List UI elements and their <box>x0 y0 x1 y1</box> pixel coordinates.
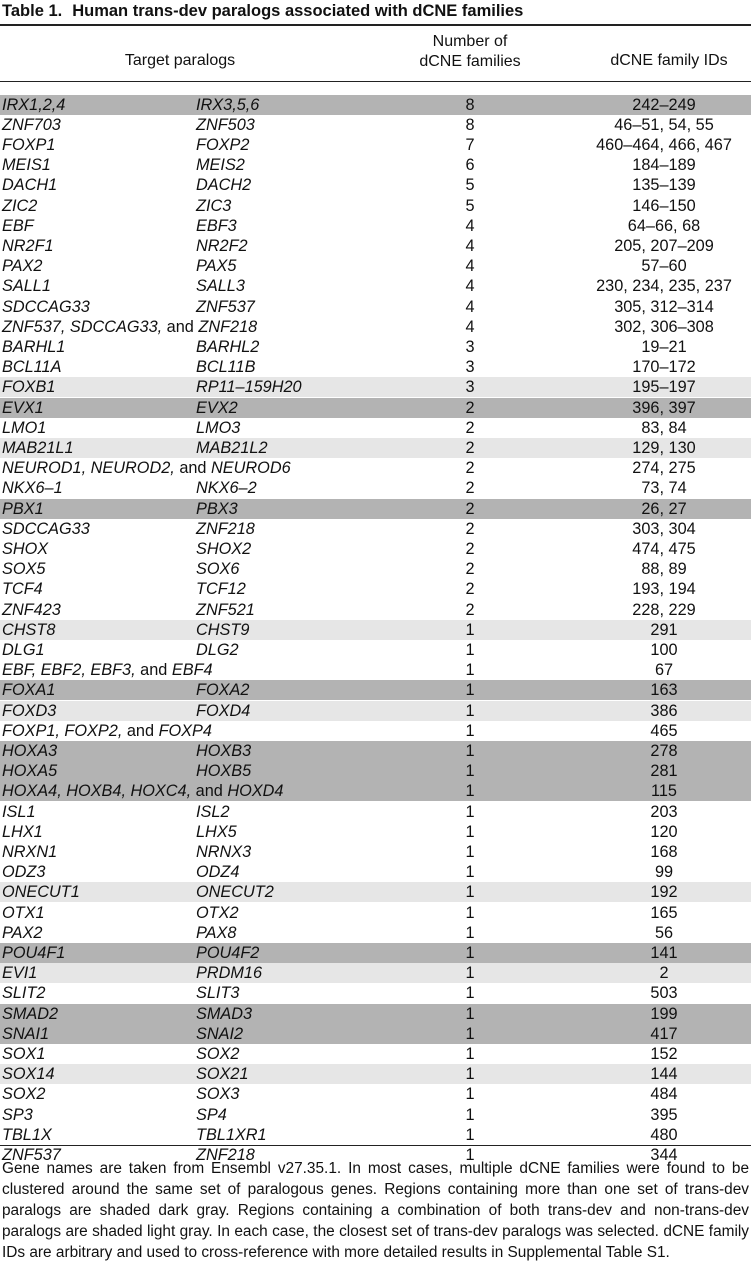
paralog-a: ZNF537 <box>2 1145 61 1164</box>
table-row <box>0 600 751 620</box>
paralog-a: ODZ3 <box>2 863 46 882</box>
family-ids: 228, 229 <box>632 600 696 619</box>
paralog-group-genes: ZNF537, SDCCAG33, <box>2 317 163 336</box>
table-row <box>0 559 751 579</box>
paralog-a: ISL1 <box>2 802 36 821</box>
table-row <box>0 196 751 216</box>
family-ids: 26, 27 <box>641 499 687 518</box>
family-ids: 242–249 <box>632 95 696 114</box>
family-ids: 395 <box>650 1105 678 1124</box>
table-row <box>0 236 751 256</box>
family-ids: 303, 304 <box>632 519 696 538</box>
paralog-a: DACH1 <box>2 176 58 195</box>
paralog-b: SLIT3 <box>196 984 240 1003</box>
paralog-b: RP11–159H20 <box>196 378 302 397</box>
paralog-a: FOXD3 <box>2 701 57 720</box>
number-of-families: 1 <box>465 1145 475 1164</box>
number-of-families: 1 <box>465 822 475 841</box>
family-ids: 230, 234, 235, 237 <box>596 277 732 296</box>
family-ids: 291 <box>650 620 678 639</box>
paralog-b: ZNF521 <box>196 600 255 619</box>
family-ids: 199 <box>650 1004 678 1023</box>
paralog-b: NKX6–2 <box>196 479 257 498</box>
family-ids: 64–66, 68 <box>627 216 701 235</box>
bottom-rule <box>0 1145 751 1146</box>
family-ids: 480 <box>650 1125 678 1144</box>
paralog-b: PRDM16 <box>196 964 263 983</box>
paralog-b: FOXA2 <box>196 681 250 700</box>
paralog-a: FOXA1 <box>2 681 56 700</box>
paralog-b: IRX3,5,6 <box>196 95 260 114</box>
paralog-group-and: and <box>162 317 199 336</box>
family-ids: 129, 130 <box>632 438 696 457</box>
paralog-group-last-gene: HOXD4 <box>227 782 284 801</box>
table-caption: Human trans-dev paralogs associated with dCNE families <box>72 2 524 20</box>
number-of-families: 8 <box>465 115 475 134</box>
number-of-families: 4 <box>465 216 475 235</box>
paralog-b: OTX2 <box>196 903 239 922</box>
paralog-b: PBX3 <box>196 499 238 518</box>
table-row <box>0 1084 751 1104</box>
table-row <box>0 458 751 478</box>
paralog-b: FOXD4 <box>196 701 251 720</box>
table-row <box>0 155 751 175</box>
paralog-a: MAB21L1 <box>2 438 74 457</box>
paralog-group-and: and <box>174 459 212 478</box>
paralog-group-and: and <box>122 721 159 740</box>
paralog-a: TBL1X <box>2 1125 52 1144</box>
family-ids: 192 <box>650 883 678 902</box>
number-of-families: 1 <box>465 762 475 781</box>
family-ids: 503 <box>650 984 678 1003</box>
paralog-a: SOX1 <box>2 1044 46 1063</box>
paralog-a: IRX1,2,4 <box>2 95 66 114</box>
number-of-families: 1 <box>465 1024 475 1043</box>
paralog-a: PBX1 <box>2 499 44 518</box>
paralog-b: ISL2 <box>196 802 230 821</box>
number-of-families: 1 <box>465 640 475 659</box>
paralog-group-and: and <box>191 782 228 801</box>
table-row <box>0 1004 751 1024</box>
paralog-group <box>2 317 257 337</box>
table-row <box>0 297 751 317</box>
table-row <box>0 680 751 700</box>
paralog-a: SALL1 <box>2 277 51 296</box>
family-ids: 396, 397 <box>632 398 696 417</box>
family-ids: 2 <box>659 964 669 983</box>
paralog-group <box>2 458 291 478</box>
number-of-families: 1 <box>465 1004 475 1023</box>
number-of-families: 1 <box>465 661 475 680</box>
table-footnote: Gene names are taken from Ensembl v27.35.1. In most cases, multiple dCNE families were found to be clustered around the same set of paralogous genes. Regions containing more than one set of trans-dev paralogs are shaded dark gray. Regions containing a combination of both trans-dev and non-trans-dev paralogs are shaded light gray. In each case, the closest set of trans-dev paralogs was selected. dCNE family IDs are arbitrary and used to cross-reference with more detailed results in Supplemental Table S1. <box>2 1160 749 1261</box>
paralog-group-last-gene: NEUROD6 <box>211 459 291 478</box>
paralog-group-genes: HOXA4, HOXB4, HOXC4, <box>2 782 192 801</box>
paralog-b: SOX6 <box>196 560 240 579</box>
number-of-families: 4 <box>465 297 475 316</box>
paralog-a: POU4F1 <box>2 943 66 962</box>
table-row <box>0 478 751 498</box>
family-ids: 163 <box>650 681 678 700</box>
number-of-families: 1 <box>465 964 475 983</box>
family-ids: 152 <box>650 1044 678 1063</box>
paralog-group <box>2 660 213 680</box>
table-row <box>0 923 751 943</box>
family-ids: 417 <box>650 1024 678 1043</box>
paralog-a: EVI1 <box>2 964 38 983</box>
number-of-families: 1 <box>465 741 475 760</box>
number-of-families: 1 <box>465 984 475 1003</box>
paralog-b: TBL1XR1 <box>196 1125 267 1144</box>
paralog-b: BCL11B <box>196 358 256 377</box>
table-row <box>0 802 751 822</box>
number-of-families: 4 <box>465 317 475 336</box>
paralog-b: MAB21L2 <box>196 438 268 457</box>
number-of-families: 2 <box>465 499 475 518</box>
paralog-a: PAX2 <box>2 923 43 942</box>
paralog-b: LMO3 <box>196 418 241 437</box>
table-row <box>0 398 751 418</box>
family-ids: 205, 207–209 <box>614 236 714 255</box>
family-ids: 203 <box>650 802 678 821</box>
number-of-families: 2 <box>465 398 475 417</box>
top-rule <box>0 24 751 26</box>
family-ids: 88, 89 <box>641 560 687 579</box>
table-row <box>0 418 751 438</box>
number-of-families: 2 <box>465 519 475 538</box>
number-of-families: 1 <box>465 701 475 720</box>
number-of-families: 7 <box>465 135 475 154</box>
number-of-families: 1 <box>465 1085 475 1104</box>
paralog-b: ZNF503 <box>196 115 255 134</box>
paralog-group-genes: NEUROD1, NEUROD2, <box>2 459 175 478</box>
table-row <box>0 903 751 923</box>
table-row <box>0 842 751 862</box>
paralog-a: SOX2 <box>2 1085 46 1104</box>
paralog-b: ZIC3 <box>196 196 232 215</box>
table-row <box>0 438 751 458</box>
family-ids: 141 <box>650 943 678 962</box>
number-of-families: 6 <box>465 156 475 175</box>
paralog-a: FOXB1 <box>2 378 56 397</box>
family-ids: 305, 312–314 <box>614 297 714 316</box>
paralog-b: SP4 <box>196 1105 227 1124</box>
paralog-a: HOXA5 <box>2 762 58 781</box>
number-of-families: 1 <box>465 863 475 882</box>
header-number-families <box>385 32 555 72</box>
family-ids: 83, 84 <box>641 418 687 437</box>
number-of-families: 1 <box>465 782 475 801</box>
paralog-b: HOXB5 <box>196 762 252 781</box>
number-of-families: 2 <box>465 560 475 579</box>
family-ids: 484 <box>650 1085 678 1104</box>
paralog-b: MEIS2 <box>196 156 245 175</box>
paralog-group-last-gene: ZNF218 <box>198 317 258 336</box>
family-ids: 67 <box>654 661 674 680</box>
paralog-b: SNAI2 <box>196 1024 244 1043</box>
table-row <box>0 640 751 660</box>
number-of-families: 1 <box>465 1065 475 1084</box>
table-number: Table 1. <box>2 2 63 20</box>
paralog-b: SOX3 <box>196 1085 240 1104</box>
table-row <box>0 519 751 539</box>
table-row <box>0 882 751 902</box>
number-of-families: 5 <box>465 176 475 195</box>
number-of-families: 4 <box>465 277 475 296</box>
paralog-a: LMO1 <box>2 418 47 437</box>
paralog-b: ZNF218 <box>196 1145 255 1164</box>
paralog-a: MEIS1 <box>2 156 51 175</box>
number-of-families: 5 <box>465 196 475 215</box>
paralog-b: ONECUT2 <box>196 883 274 902</box>
paralog-a: FOXP1 <box>2 135 56 154</box>
paralog-a: SHOX <box>2 539 49 558</box>
table-row <box>0 357 751 377</box>
number-of-families: 1 <box>465 842 475 861</box>
family-ids: 274, 275 <box>632 459 696 478</box>
paralog-a: ZNF423 <box>2 600 61 619</box>
table-row <box>0 579 751 599</box>
table-row <box>0 620 751 640</box>
family-ids: 474, 475 <box>632 539 696 558</box>
paralog-b: DACH2 <box>196 176 252 195</box>
table-row <box>0 115 751 135</box>
number-of-families: 8 <box>465 95 475 114</box>
paralog-group <box>2 781 283 801</box>
paralog-a: BCL11A <box>2 358 62 377</box>
family-ids: 57–60 <box>641 257 687 276</box>
family-ids: 465 <box>650 721 678 740</box>
number-of-families: 3 <box>465 378 475 397</box>
number-of-families: 2 <box>465 600 475 619</box>
family-ids: 170–172 <box>632 358 696 377</box>
paralog-b: SALL3 <box>196 277 245 296</box>
paralog-group-and: and <box>135 661 172 680</box>
table-row <box>0 1044 751 1064</box>
family-ids: 56 <box>654 923 674 942</box>
paralog-b: PAX5 <box>196 257 237 276</box>
family-ids: 344 <box>650 1145 678 1164</box>
family-ids: 386 <box>650 701 678 720</box>
table-row <box>0 317 751 337</box>
paralog-b: ZNF218 <box>196 519 255 538</box>
table-row <box>0 660 751 680</box>
table-row <box>0 963 751 983</box>
family-ids: 184–189 <box>632 156 696 175</box>
paralog-a: SLIT2 <box>2 984 46 1003</box>
paralog-group-last-gene: FOXP4 <box>158 721 212 740</box>
paralog-b: FOXP2 <box>196 135 250 154</box>
table-row <box>0 539 751 559</box>
number-of-families: 1 <box>465 923 475 942</box>
table-row <box>0 741 751 761</box>
paralog-a: EVX1 <box>2 398 44 417</box>
paralog-a: OTX1 <box>2 903 45 922</box>
number-of-families: 2 <box>465 418 475 437</box>
number-of-families: 3 <box>465 337 475 356</box>
family-ids: 146–150 <box>632 196 696 215</box>
family-ids: 168 <box>650 842 678 861</box>
paralog-a: CHST8 <box>2 620 56 639</box>
number-of-families: 2 <box>465 580 475 599</box>
paralog-b: SOX2 <box>196 1044 240 1063</box>
family-ids: 73, 74 <box>641 479 687 498</box>
family-ids: 460–464, 466, 467 <box>596 135 732 154</box>
paralog-a: EBF <box>2 216 34 235</box>
table-row <box>0 175 751 195</box>
paralog-b: BARHL2 <box>196 337 260 356</box>
paralog-a: NR2F1 <box>2 236 54 255</box>
table-row <box>0 1024 751 1044</box>
table-row <box>0 377 751 397</box>
paralog-b: LHX5 <box>196 822 237 841</box>
paralog-a: BARHL1 <box>2 337 66 356</box>
family-ids: 120 <box>650 822 678 841</box>
family-ids: 144 <box>650 1065 678 1084</box>
paralog-b: NRNX3 <box>196 842 252 861</box>
number-of-families: 1 <box>465 943 475 962</box>
paralog-a: ZNF703 <box>2 115 61 134</box>
paralog-group-genes: FOXP1, FOXP2, <box>2 721 123 740</box>
table-row <box>0 276 751 296</box>
family-ids: 193, 194 <box>632 580 696 599</box>
paralog-b: SMAD3 <box>196 1004 253 1023</box>
family-ids: 165 <box>650 903 678 922</box>
number-of-families: 1 <box>465 681 475 700</box>
table-row <box>0 721 751 741</box>
paralog-a: DLG1 <box>2 640 45 659</box>
table-row <box>0 216 751 236</box>
header-family-ids: dCNE family IDs <box>610 52 728 69</box>
table-row <box>0 499 751 519</box>
paralog-a: PAX2 <box>2 257 43 276</box>
family-ids: 99 <box>654 863 674 882</box>
table-row <box>0 781 751 801</box>
number-of-families: 2 <box>465 539 475 558</box>
table-title <box>2 0 523 22</box>
number-of-families: 1 <box>465 883 475 902</box>
number-of-families: 1 <box>465 721 475 740</box>
paralog-b: POU4F2 <box>196 943 260 962</box>
header-target-paralogs: Target paralogs <box>124 52 236 69</box>
number-of-families: 1 <box>465 802 475 821</box>
paralog-a: SDCCAG33 <box>2 297 90 316</box>
paralog-b: EVX2 <box>196 398 238 417</box>
table-row <box>0 1105 751 1125</box>
number-of-families: 2 <box>465 459 475 478</box>
table-row <box>0 1125 751 1145</box>
paralog-b: ZNF537 <box>196 297 255 316</box>
family-ids: 19–21 <box>641 337 687 356</box>
table-row <box>0 862 751 882</box>
table-row <box>0 822 751 842</box>
family-ids: 278 <box>650 741 678 760</box>
header-number-line2: dCNE families <box>419 53 521 70</box>
paralog-a: SNAI1 <box>2 1024 50 1043</box>
header-number-line1: Number of <box>432 33 508 50</box>
paralog-a: LHX1 <box>2 822 43 841</box>
paralog-group-last-gene: EBF4 <box>171 661 213 680</box>
table-row <box>0 983 751 1003</box>
number-of-families: 1 <box>465 1044 475 1063</box>
number-of-families: 1 <box>465 903 475 922</box>
paralog-a: ZIC2 <box>2 196 38 215</box>
family-ids: 100 <box>650 640 678 659</box>
paralog-b: SOX21 <box>196 1065 249 1084</box>
family-ids: 46–51, 54, 55 <box>614 115 714 134</box>
paralog-a: SOX14 <box>2 1065 55 1084</box>
table-row <box>0 337 751 357</box>
header-rule <box>0 81 751 82</box>
number-of-families: 1 <box>465 620 475 639</box>
table-row <box>0 701 751 721</box>
paralog-a: NRXN1 <box>2 842 58 861</box>
paralog-b: EBF3 <box>196 216 237 235</box>
number-of-families: 4 <box>465 257 475 276</box>
paralog-b: ODZ4 <box>196 863 240 882</box>
paralog-b: HOXB3 <box>196 741 252 760</box>
table-row <box>0 95 751 115</box>
number-of-families: 1 <box>465 1105 475 1124</box>
paralog-group <box>2 721 212 741</box>
number-of-families: 1 <box>465 1125 475 1144</box>
family-ids: 135–139 <box>632 176 696 195</box>
paralog-a: NKX6–1 <box>2 479 63 498</box>
family-ids: 115 <box>651 782 677 801</box>
number-of-families: 2 <box>465 438 475 457</box>
paralog-b: TCF12 <box>196 580 246 599</box>
number-of-families: 4 <box>465 236 475 255</box>
family-ids: 281 <box>650 762 678 781</box>
family-ids: 195–197 <box>632 378 696 397</box>
paralog-b: PAX8 <box>196 923 237 942</box>
paralog-a: HOXA3 <box>2 741 58 760</box>
table-row <box>0 943 751 963</box>
paralog-a: SP3 <box>2 1105 33 1124</box>
number-of-families: 3 <box>465 358 475 377</box>
paralog-a: SOX5 <box>2 560 46 579</box>
paralog-a: SMAD2 <box>2 1004 59 1023</box>
table-row <box>0 761 751 781</box>
table-row <box>0 135 751 155</box>
table-row <box>0 1064 751 1084</box>
paralog-a: ONECUT1 <box>2 883 80 902</box>
paralog-b: SHOX2 <box>196 539 252 558</box>
paralog-a: TCF4 <box>2 580 43 599</box>
paralog-a: SDCCAG33 <box>2 519 90 538</box>
number-of-families: 2 <box>465 479 475 498</box>
paralog-group-genes: EBF, EBF2, EBF3, <box>2 661 136 680</box>
paralog-b: CHST9 <box>196 620 250 639</box>
paralog-b: DLG2 <box>196 640 239 659</box>
paralog-b: NR2F2 <box>196 236 248 255</box>
family-ids: 302, 306–308 <box>614 317 714 336</box>
table-row <box>0 256 751 276</box>
